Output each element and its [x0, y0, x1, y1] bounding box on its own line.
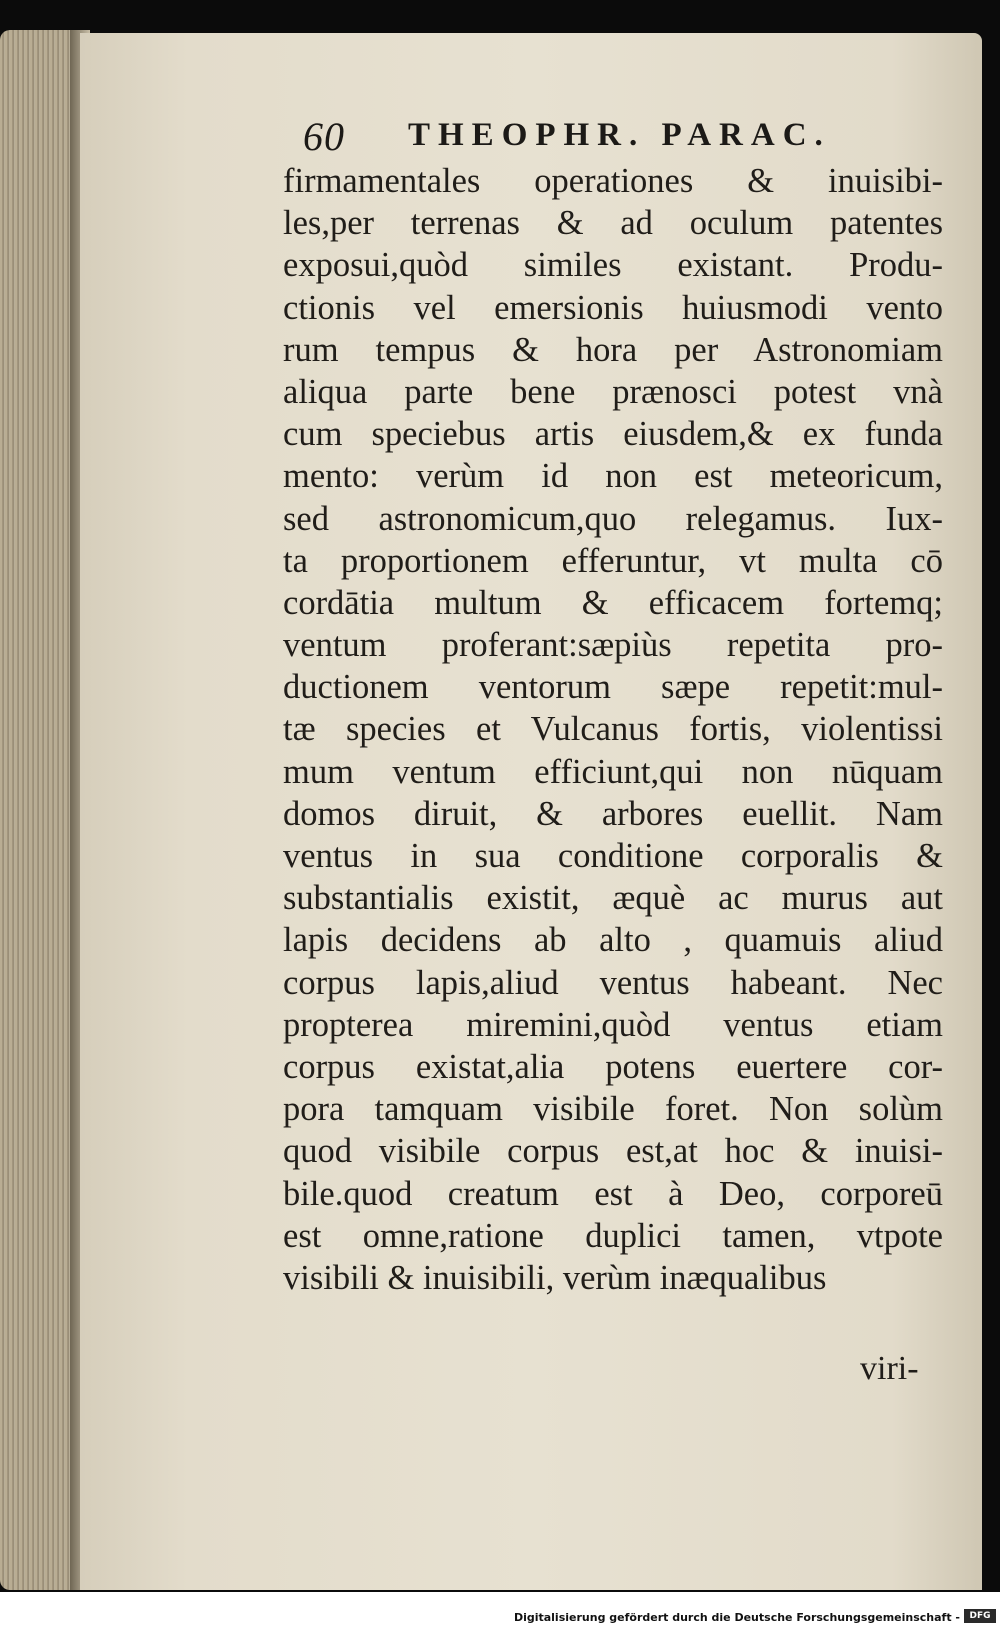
text-line: lapis decidens ab alto , quamuis aliud [283, 921, 943, 960]
text-line: pora tamquam visibile foret. Non solùm [283, 1090, 943, 1129]
text-line: exposui,quòd similes existant. Produ- [283, 246, 943, 285]
text-line: cum speciebus artis eiusdem,& ex funda [283, 415, 943, 454]
text-line: cordātia multum & efficacem fortemq; [283, 583, 943, 622]
digitization-credit: Digitalisierung gefördert durch die Deutsche Forschungsgemeinschaft - [513, 1611, 960, 1624]
text-line: domos diruit, & arbores euellit. Nam [283, 794, 943, 833]
text-line: substantialis existit, æquè ac murus aut [283, 879, 943, 918]
text-line: bile.quod creatum est à Deo, corporeū [283, 1174, 943, 1213]
text-line: visibili & inuisibili, verùm inæqualibus [283, 1258, 827, 1297]
text-line: est omne,ratione duplici tamen, vtpote [283, 1216, 943, 1255]
text-line: ctionis vel emersionis huiusmodi vento [283, 288, 943, 327]
catchword: viri- [860, 1350, 919, 1387]
text-line: tæ species et Vulcanus fortis, violentissi [283, 710, 943, 749]
page-number: 60 [303, 114, 345, 159]
text-line: propterea miremini,quòd ventus etiam [283, 1005, 943, 1044]
page-header [303, 113, 863, 163]
page-edges [0, 30, 80, 1590]
text-line: aliqua parte bene prænosci potest vnà [283, 372, 943, 411]
text-line: rum tempus & hora per Astronomiam [283, 330, 943, 369]
text-line: corpus existat,alia potens euertere cor- [283, 1047, 943, 1086]
text-block [283, 160, 943, 1299]
text-line: mento: verùm id non est meteoricum, [283, 457, 943, 496]
text-line: mum ventum efficiunt,qui non nūquam [283, 752, 943, 791]
text-line: corpus lapis,aliud ventus habeant. Nec [283, 963, 943, 1002]
text-line: ventus in sua conditione corporalis & [283, 837, 943, 875]
text-line: ventum proferant:sæpiùs repetita pro- [283, 626, 943, 665]
text-line: ductionem ventorum sæpe repetit:mul- [283, 668, 943, 707]
running-title: THEOPHR. PARAC. [408, 117, 831, 153]
text-line: sed astronomicum,quo relegamus. Iux- [283, 499, 943, 538]
text-line: les,per terrenas & ad oculum patentes [283, 204, 943, 243]
text-line: quod visibile corpus est,at hoc & inuisi- [283, 1132, 943, 1171]
text-line: ta proportionem efferuntur, vt multa cō [283, 541, 943, 580]
text-line: firmamentales operationes & inuisibi- [283, 162, 943, 200]
dfg-logo: DFG [964, 1609, 996, 1623]
